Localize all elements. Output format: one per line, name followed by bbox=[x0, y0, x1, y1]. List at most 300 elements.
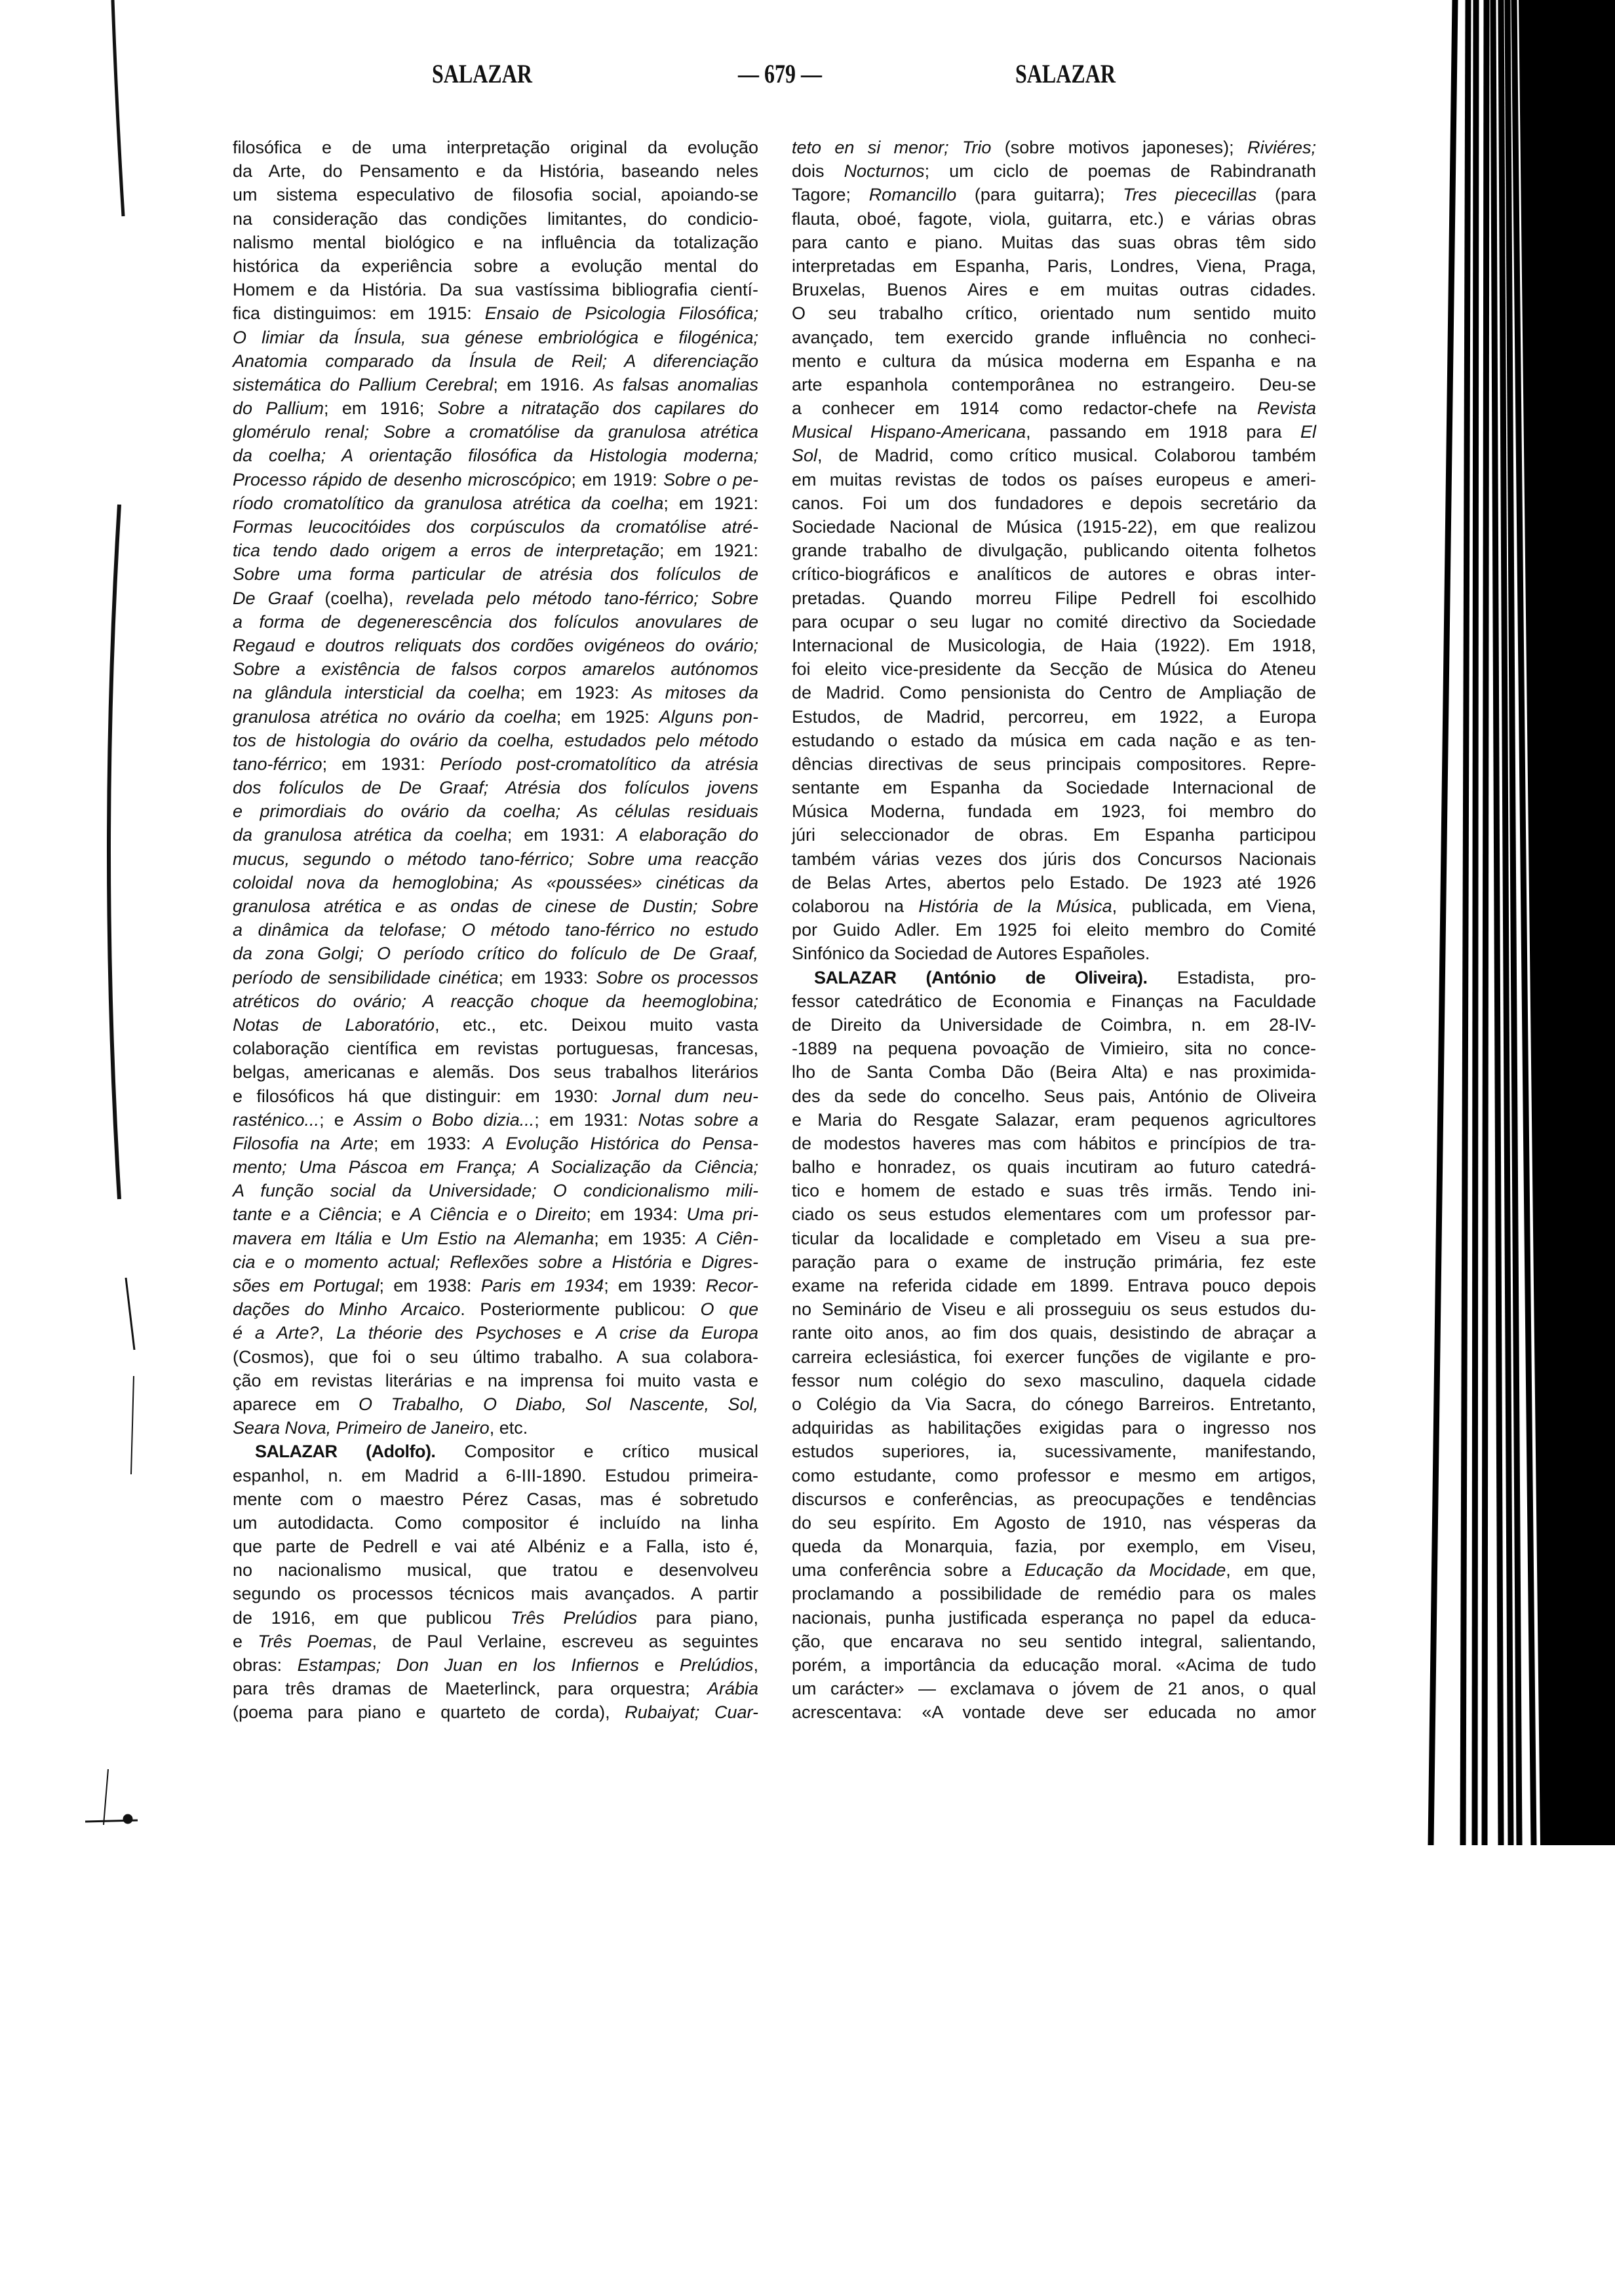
text-run: e Maria do Resgate Salazar, eram pequenos agricultores bbox=[792, 1109, 1316, 1130]
left-margin-marks bbox=[85, 0, 138, 1825]
text-run: -1889 na pequena povoação de Vimieiro, sita no conce- bbox=[792, 1039, 1316, 1059]
page-number: — 679 — bbox=[738, 59, 822, 88]
text-line bbox=[792, 657, 1316, 681]
text-line bbox=[792, 278, 1316, 301]
text-run: também várias vezes dos júris dos Concursos Nacionais bbox=[792, 849, 1316, 869]
text-line bbox=[792, 491, 1316, 515]
text-run: ; em 1921: bbox=[663, 493, 758, 513]
text-line bbox=[792, 539, 1316, 562]
text-line bbox=[233, 1677, 758, 1700]
text-run: discursos e conferências, as preocupações e tendências bbox=[792, 1489, 1316, 1509]
text-line bbox=[233, 1630, 758, 1653]
text-line bbox=[792, 1558, 1316, 1582]
text-run: júri seleccionador de obras. Em Espanha participou bbox=[792, 825, 1316, 845]
italic-title: Arábia bbox=[707, 1679, 758, 1699]
italic-title: Digres- bbox=[701, 1252, 758, 1272]
italic-title: Notas sobre a bbox=[638, 1109, 758, 1130]
italic-title: dações do Minho Arcaico bbox=[233, 1299, 461, 1320]
text-line bbox=[792, 871, 1316, 894]
text-line bbox=[233, 1440, 758, 1463]
italic-title: Ensaio de Psicologia Filosófica; bbox=[484, 303, 759, 324]
text-run: , bbox=[319, 1323, 336, 1343]
italic-title: Notas de Laboratório bbox=[233, 1014, 435, 1035]
text-run: de Madrid. Como pensionista do Centro de Ampliação de bbox=[792, 683, 1316, 703]
italic-title: A função social da Universidade; O condicionalismo mili- bbox=[233, 1181, 758, 1201]
italic-title: A Ciên- bbox=[695, 1228, 758, 1248]
text-run: em muitas revistas de todos os países europeus e ameri- bbox=[792, 469, 1316, 489]
text-run: (poema para piano e quarteto de corda), bbox=[233, 1702, 625, 1723]
text-line bbox=[792, 634, 1316, 657]
italic-title: atréticos do ovário; A reacção choque da heemoglobina; bbox=[233, 991, 758, 1011]
text-line bbox=[233, 1392, 758, 1416]
italic-title: mento; Uma Páscoa em França; A Socialização da Ciência; bbox=[233, 1157, 758, 1177]
italic-title: De Graaf bbox=[233, 588, 313, 608]
italic-title: período de sensibilidade cinética bbox=[233, 967, 499, 987]
italic-title: tica tendo dado origem a erros de interpretação bbox=[233, 541, 659, 561]
text-column-right bbox=[792, 136, 1316, 1725]
text-line bbox=[233, 634, 758, 657]
text-run: para piano, bbox=[637, 1607, 759, 1628]
text-line bbox=[233, 847, 758, 871]
running-head-left: SALAZAR bbox=[432, 59, 532, 88]
text-run: Homem e da História. Da sua vastíssima bibliografia cientí- bbox=[233, 280, 758, 300]
text-line bbox=[792, 326, 1316, 349]
italic-title: tano-férrico bbox=[233, 754, 322, 774]
text-line bbox=[792, 1582, 1316, 1605]
text-run: e bbox=[561, 1323, 596, 1343]
italic-title: O Trabalho, O Diabo, Sol Nascente, Sol, bbox=[359, 1394, 758, 1414]
italic-title: Recor- bbox=[705, 1276, 758, 1295]
text-run: ; um ciclo de poemas de Rabindranath bbox=[924, 161, 1316, 182]
text-line bbox=[792, 1369, 1316, 1392]
text-run: , bbox=[753, 1655, 758, 1675]
text-line bbox=[792, 681, 1316, 704]
text-run: grande trabalho de divulgação, publicando oitenta folhetos bbox=[792, 541, 1316, 561]
text-line bbox=[792, 823, 1316, 847]
italic-title: ríodo cromatolítico da granulosa atrética da coelha bbox=[233, 493, 664, 513]
text-run: o Colégio da Via Sacra, do cónego Barreiros. Entretanto, bbox=[792, 1394, 1316, 1414]
italic-title: El bbox=[1300, 422, 1316, 442]
text-line bbox=[792, 799, 1316, 823]
text-run: foi eleito vice-presidente da Secção de Música do Ateneu bbox=[792, 659, 1316, 679]
text-line bbox=[792, 373, 1316, 396]
italic-title: Regaud e doutros reliquats dos cordões ovigéneos do ovário; bbox=[233, 635, 758, 655]
text-run: crítico-biográficos e analíticos de autores e obras inter- bbox=[792, 564, 1316, 584]
italic-title: O limiar da Ínsula, sua génese embriológica e filogénica; bbox=[233, 327, 758, 347]
text-line bbox=[792, 1132, 1316, 1155]
italic-title: Uma pri- bbox=[686, 1204, 758, 1225]
paragraph bbox=[792, 966, 1316, 1725]
text-line bbox=[233, 1155, 758, 1179]
italic-title: A Ciência e o Direito bbox=[410, 1204, 587, 1225]
text-run: paração para o exame de instrução primária, fez este bbox=[792, 1252, 1316, 1272]
text-run: Compositor e crítico musical bbox=[435, 1442, 758, 1462]
text-line bbox=[233, 1700, 758, 1724]
text-run: histórica da experiência sobre a evolução mental do bbox=[233, 256, 758, 276]
text-line bbox=[233, 1653, 758, 1677]
text-run: arte espanhola contemporânea no estrangeiro. Deu-se bbox=[792, 374, 1316, 394]
text-line bbox=[233, 1345, 758, 1369]
text-line bbox=[792, 1440, 1316, 1463]
italic-title: sões em Portugal bbox=[233, 1276, 379, 1295]
text-line bbox=[233, 1464, 758, 1487]
text-line bbox=[233, 231, 758, 254]
text-line bbox=[233, 349, 758, 373]
text-line bbox=[792, 1511, 1316, 1535]
text-line bbox=[792, 1013, 1316, 1037]
italic-title: Anatomia comparado da Ínsula de Reil; A diferenciação bbox=[233, 351, 758, 371]
text-line bbox=[792, 847, 1316, 871]
text-line bbox=[233, 1582, 758, 1605]
text-line bbox=[792, 1084, 1316, 1108]
text-run: adquiridas as habilitações exigidas para o ingresso nos bbox=[792, 1418, 1316, 1438]
text-line bbox=[233, 491, 758, 515]
text-line bbox=[233, 1013, 758, 1037]
italic-title: Riviéres; bbox=[1247, 138, 1316, 157]
text-line bbox=[792, 705, 1316, 729]
text-line bbox=[233, 823, 758, 847]
text-line bbox=[792, 349, 1316, 373]
text-run: e bbox=[372, 1228, 401, 1248]
text-run: de Belas Artes, abertos pelo Estado. De 1923 até 1926 bbox=[792, 872, 1316, 892]
text-run: exame na referida cidade em 1899. Entrava pouco depois bbox=[792, 1276, 1316, 1295]
text-line bbox=[792, 1416, 1316, 1440]
text-line bbox=[233, 468, 758, 491]
text-line bbox=[792, 207, 1316, 231]
text-run: espanhol, n. em Madrid a 6-III-1890. Estudou primeira- bbox=[233, 1465, 758, 1485]
text-run: ; em 1931: bbox=[534, 1109, 638, 1130]
text-run: na consideração das condições limitantes, do condicio- bbox=[233, 208, 758, 229]
text-run: ; em 1916. bbox=[493, 374, 594, 394]
text-run: ; em 1921: bbox=[659, 541, 758, 561]
text-run: fica distinguimos: em 1915: bbox=[233, 303, 485, 324]
text-run: , etc. bbox=[489, 1418, 528, 1438]
text-line bbox=[233, 1297, 758, 1321]
text-line bbox=[792, 1321, 1316, 1345]
text-run: filosófica e de uma interpretação original da evolução bbox=[233, 138, 758, 157]
text-line bbox=[792, 1037, 1316, 1060]
text-line bbox=[233, 1511, 758, 1535]
italic-title: Sobre os processos bbox=[596, 967, 759, 987]
text-run: ; em 1935: bbox=[594, 1228, 696, 1248]
italic-title: da coelha; A orientação filosófica da Histologia moderna; bbox=[233, 446, 758, 466]
text-line bbox=[792, 1464, 1316, 1487]
text-run: (para bbox=[1256, 185, 1316, 205]
text-run: , etc., etc. Deixou muito vasta bbox=[435, 1014, 758, 1035]
text-run: Sinfónico da Sociedad de Autores Españoles. bbox=[792, 944, 1150, 964]
text-line bbox=[233, 799, 758, 823]
text-line bbox=[792, 610, 1316, 634]
text-line bbox=[792, 396, 1316, 420]
text-line bbox=[233, 681, 758, 704]
text-run: para três dramas de Maeterlinck, para orquestra; bbox=[233, 1679, 707, 1699]
text-run: obras: bbox=[233, 1655, 298, 1675]
text-run: O seu trabalho crítico, orientado num sentido muito bbox=[792, 303, 1316, 324]
text-line bbox=[233, 871, 758, 894]
text-line bbox=[792, 1630, 1316, 1653]
text-run: um sistema especulativo de filosofia social, apoiando-se bbox=[233, 185, 758, 205]
text-run: belgas, americanas e alemãs. Dos seus trabalhos literários bbox=[233, 1062, 758, 1082]
text-run: como estudante, como professor e mesmo em artigos, bbox=[792, 1465, 1316, 1485]
text-run: ; em 1933: bbox=[498, 967, 596, 987]
text-run: ; em 1934: bbox=[586, 1204, 687, 1225]
text-line bbox=[233, 136, 758, 159]
text-run: tico e homem de estado e suas três irmãs. Tendo ini- bbox=[792, 1181, 1316, 1201]
text-run: ticular da localidade e completado em Viseu a sua pre- bbox=[792, 1228, 1316, 1248]
text-line bbox=[792, 1250, 1316, 1274]
italic-title: Período post-cromatolítico da atrésia bbox=[440, 754, 758, 774]
text-line bbox=[233, 159, 758, 183]
italic-title: tante e a Ciência bbox=[233, 1204, 378, 1225]
text-line bbox=[233, 1606, 758, 1630]
italic-title: La théorie des Psychoses bbox=[336, 1323, 562, 1343]
italic-title: dos folículos de De Graaf; Atrésia dos folículos jovens bbox=[233, 778, 758, 798]
entry-headword: SALAZAR (Adolfo). bbox=[255, 1442, 436, 1462]
text-line bbox=[233, 396, 758, 420]
italic-title: O que bbox=[700, 1299, 759, 1320]
text-column-left bbox=[233, 136, 758, 1725]
text-run: des da sede do concelho. Seus pais, António de Oliveira bbox=[792, 1086, 1316, 1106]
italic-title: Sobre a existência de falsos corpos amarelos autónomos bbox=[233, 659, 758, 679]
text-run: Tagore; bbox=[792, 185, 869, 205]
text-line bbox=[792, 515, 1316, 539]
italic-title: História de la Música bbox=[918, 896, 1112, 916]
text-run: (sobre motivos japoneses); bbox=[991, 138, 1247, 157]
text-run: uma conferência sobre a bbox=[792, 1560, 1024, 1580]
text-line bbox=[792, 1345, 1316, 1369]
text-line bbox=[792, 1274, 1316, 1297]
text-line bbox=[233, 562, 758, 586]
text-line bbox=[233, 966, 758, 989]
text-line bbox=[233, 278, 758, 301]
text-line bbox=[792, 159, 1316, 183]
text-line bbox=[233, 776, 758, 799]
italic-title: da zona Golgi; O período crítico do folículo de De Graaf, bbox=[233, 944, 758, 964]
text-line bbox=[233, 326, 758, 349]
text-line bbox=[233, 183, 758, 206]
text-run: de Direito da Universidade de Coimbra, n. em 28-IV- bbox=[792, 1014, 1316, 1035]
text-line bbox=[792, 562, 1316, 586]
italic-title: rasténico... bbox=[233, 1109, 320, 1130]
text-run: e filosóficos há que distinguir: em 1930: bbox=[233, 1086, 613, 1106]
text-run: , passando em 1918 para bbox=[1026, 422, 1300, 442]
italic-title: Paris em 1934 bbox=[480, 1276, 604, 1295]
italic-title: A Evolução Histórica do Pensa- bbox=[482, 1133, 759, 1153]
italic-title: do Pallium bbox=[233, 398, 324, 419]
italic-title: granulosa atrética no ovário da coelha bbox=[233, 706, 556, 727]
text-run: . Posteriormente publicou: bbox=[460, 1299, 701, 1320]
italic-title: Rubaiyat; Cuar- bbox=[625, 1702, 758, 1723]
text-run: (coelha), bbox=[312, 588, 406, 608]
text-line bbox=[233, 1132, 758, 1155]
text-run: ; em 1938: bbox=[379, 1276, 481, 1295]
text-run: , de Madrid, como crítico musical. Colaborou também bbox=[817, 446, 1316, 466]
text-line bbox=[792, 776, 1316, 799]
text-run: Sociedade Nacional de Música (1915-22), em que realizou bbox=[792, 517, 1316, 537]
italic-title: revelada pelo método tano-férrico; Sobre bbox=[406, 588, 758, 608]
text-run: dências directivas de seus principais compositores. Repre- bbox=[792, 754, 1316, 774]
text-run: carreira eclesiástica, foi exercer funções de vigilante e pro- bbox=[792, 1347, 1316, 1367]
italic-title: Nocturnos bbox=[844, 161, 925, 182]
text-run: queda da Monarquia, fazia, por exemplo, em Viseu, bbox=[792, 1537, 1316, 1557]
text-line bbox=[792, 1108, 1316, 1132]
italic-title: Tres piececillas bbox=[1123, 185, 1257, 205]
italic-title: a dinâmica da telofase; O método tano-férrico no estudo bbox=[233, 920, 758, 940]
text-run: avançado, tem exercido grande influência no conheci- bbox=[792, 327, 1316, 347]
text-line bbox=[233, 539, 758, 562]
text-line bbox=[233, 729, 758, 752]
italic-title: Seara Nova, Primeiro de Janeiro bbox=[233, 1418, 490, 1438]
text-run: a conhecer em 1914 como redactor-chefe na bbox=[792, 398, 1257, 419]
text-run: ção em revistas literárias e na imprensa foi muito vasta e bbox=[233, 1370, 758, 1390]
text-run: de 1916, em que publicou bbox=[233, 1607, 511, 1628]
text-line bbox=[233, 989, 758, 1013]
text-line bbox=[233, 918, 758, 942]
text-line bbox=[233, 1487, 758, 1511]
text-line bbox=[792, 183, 1316, 206]
text-run: ; em 1933: bbox=[374, 1133, 483, 1153]
text-run: colaborou na bbox=[792, 896, 919, 916]
italic-title: cia e o momento actual; Reflexões sobre a História bbox=[233, 1252, 672, 1272]
text-line bbox=[792, 468, 1316, 491]
text-line bbox=[233, 1227, 758, 1250]
italic-title: na glândula intersticial da coelha bbox=[233, 683, 520, 703]
text-run: mento e cultura da música moderna em Espanha e na bbox=[792, 351, 1316, 371]
text-run: sentante em Espanha da Sociedade Internacional de bbox=[792, 778, 1316, 798]
text-run: estudos superiores, ia, sucessivamente, manifestando, bbox=[792, 1442, 1316, 1462]
text-run: pretadas. Quando morreu Filipe Pedrell foi escolhido bbox=[792, 588, 1316, 608]
italic-title: Formas leucocitóides dos corpúsculos da cromatólise atré- bbox=[233, 517, 758, 537]
text-line bbox=[233, 1037, 758, 1060]
text-line bbox=[233, 1250, 758, 1274]
text-line bbox=[233, 942, 758, 965]
text-line bbox=[233, 1535, 758, 1558]
text-run: interpretadas em Espanha, Paris, Londres, Viena, Praga, bbox=[792, 256, 1316, 276]
italic-title: Processo rápido de desenho microscópico bbox=[233, 469, 572, 489]
text-run: , publicada, em Viena, bbox=[1112, 896, 1317, 916]
italic-title: Prelúdios bbox=[679, 1655, 754, 1675]
text-line bbox=[792, 1677, 1316, 1700]
text-line bbox=[233, 657, 758, 681]
text-line bbox=[792, 1392, 1316, 1416]
text-run: ; em 1931: bbox=[507, 825, 617, 845]
text-line bbox=[233, 586, 758, 610]
text-run: proclamando a possibilidade de remédio para os males bbox=[792, 1584, 1316, 1604]
text-line bbox=[792, 231, 1316, 254]
text-run: (para guitarra); bbox=[956, 185, 1123, 205]
text-line bbox=[233, 752, 758, 776]
italic-title: da granulosa atrética da coelha bbox=[233, 825, 507, 845]
text-run: , de Paul Verlaine, escreveu as seguintes bbox=[372, 1631, 758, 1651]
text-line bbox=[792, 1606, 1316, 1630]
text-run: ; em 1916; bbox=[323, 398, 438, 419]
text-run: colaboração científica em revistas portuguesas, francesas, bbox=[233, 1039, 758, 1059]
running-head-right: SALAZAR bbox=[1015, 59, 1116, 88]
text-run: e bbox=[233, 1631, 258, 1651]
text-line bbox=[792, 729, 1316, 752]
text-line bbox=[233, 705, 758, 729]
text-run: ; e bbox=[377, 1204, 410, 1225]
text-line bbox=[792, 1653, 1316, 1677]
text-run: no Seminário de Viseu e ali prosseguiu os seus estudos du- bbox=[792, 1299, 1316, 1320]
text-line bbox=[792, 1700, 1316, 1724]
italic-title: Assim o Bobo dizia... bbox=[354, 1109, 535, 1130]
text-run: um carácter» — exclamava o jóvem de 21 anos, o qual bbox=[792, 1679, 1316, 1699]
italic-title: Sobre o pe- bbox=[663, 469, 759, 489]
italic-title: Educação da Mocidade bbox=[1024, 1560, 1226, 1580]
text-line bbox=[792, 420, 1316, 444]
text-run: ; e bbox=[319, 1109, 355, 1130]
text-line bbox=[792, 752, 1316, 776]
text-run: para ocupar o seu lugar no comité directivo da Sociedade bbox=[792, 611, 1316, 632]
text-run: balho e honradez, os quais incutiram ao futuro catedrá- bbox=[792, 1157, 1316, 1177]
text-line bbox=[233, 420, 758, 444]
text-line bbox=[233, 1369, 758, 1392]
text-line bbox=[792, 1202, 1316, 1226]
text-run: porém, a importância da educação moral. «Acima de tudo bbox=[792, 1655, 1316, 1675]
italic-title: Três Poemas bbox=[258, 1631, 372, 1651]
text-run: para canto e piano. Muitas das suas obras têm sido bbox=[792, 232, 1316, 252]
text-line bbox=[233, 1321, 758, 1345]
italic-title: A elaboração do bbox=[616, 825, 758, 845]
text-line bbox=[233, 515, 758, 539]
text-line bbox=[233, 1274, 758, 1297]
text-line bbox=[233, 1416, 758, 1440]
text-run: rante oito anos, ao fim dos quais, desistindo de abraçar a bbox=[792, 1323, 1316, 1343]
italic-title: tos de histologia do ovário da coelha, estudados pelo método bbox=[233, 730, 758, 750]
text-run: nacionais, punha justificada esperança no papel da educa- bbox=[792, 1607, 1316, 1628]
text-run: ; em 1919: bbox=[571, 469, 664, 489]
text-line bbox=[792, 942, 1316, 965]
text-run: aparece em bbox=[233, 1394, 359, 1414]
text-line bbox=[233, 254, 758, 278]
italic-title: coloidal nova da hemoglobina; As «poussées» cinéticas da bbox=[233, 872, 758, 892]
text-run: , em que, bbox=[1226, 1560, 1316, 1580]
italic-title: teto en si menor; Trio bbox=[792, 138, 992, 157]
italic-title: Romancillo bbox=[868, 185, 957, 205]
paragraph bbox=[233, 1440, 758, 1724]
text-run: e bbox=[672, 1252, 701, 1272]
italic-title: Sol bbox=[792, 446, 818, 466]
text-run: Bruxelas, Buenos Aires e em muitas outras cidades. bbox=[792, 280, 1316, 300]
text-run: por Guido Adler. Em 1925 foi eleito membro do Comité bbox=[792, 920, 1316, 940]
text-run: acrescentava: «A vontade deve ser educada no amor bbox=[792, 1702, 1316, 1723]
text-run: ; em 1925: bbox=[556, 706, 659, 727]
text-run: do seu espírito. Em Agosto de 1910, nas vésperas da bbox=[792, 1512, 1316, 1533]
text-run: Estudos, de Madrid, percorreu, em 1922, a Europa bbox=[792, 706, 1316, 727]
text-run: que parte de Pedrell e vai até Albéniz e a Falla, isto é, bbox=[233, 1537, 758, 1557]
text-run: de modestos haveres mas com hábitos e princípios de tra- bbox=[792, 1133, 1316, 1153]
italic-title: e primordiais do ovário da coelha; As células residuais bbox=[233, 801, 758, 822]
text-run: flauta, oboé, fagote, viola, guitarra, etc.) e várias obras bbox=[792, 208, 1316, 229]
text-run: e bbox=[638, 1655, 680, 1675]
italic-title: Estampas; Don Juan en los Infiernos bbox=[297, 1655, 639, 1675]
text-run: ; em 1939: bbox=[604, 1276, 706, 1295]
text-line bbox=[792, 1227, 1316, 1250]
text-line bbox=[792, 254, 1316, 278]
italic-title: a forma de degenerescência dos folículos anovulares de bbox=[233, 611, 758, 632]
text-line bbox=[792, 1155, 1316, 1179]
text-run: Música Moderna, fundada em 1923, foi membro do bbox=[792, 801, 1316, 822]
italic-title: Musical Hispano-Americana bbox=[792, 422, 1026, 442]
text-line bbox=[792, 444, 1316, 467]
text-line bbox=[792, 1060, 1316, 1084]
entry-headword: SALAZAR (António de Oliveira). bbox=[814, 967, 1148, 987]
text-line bbox=[792, 894, 1316, 918]
text-line bbox=[233, 1202, 758, 1226]
text-run: da Arte, do Pensamento e da História, baseando neles bbox=[233, 161, 758, 182]
text-line bbox=[233, 894, 758, 918]
